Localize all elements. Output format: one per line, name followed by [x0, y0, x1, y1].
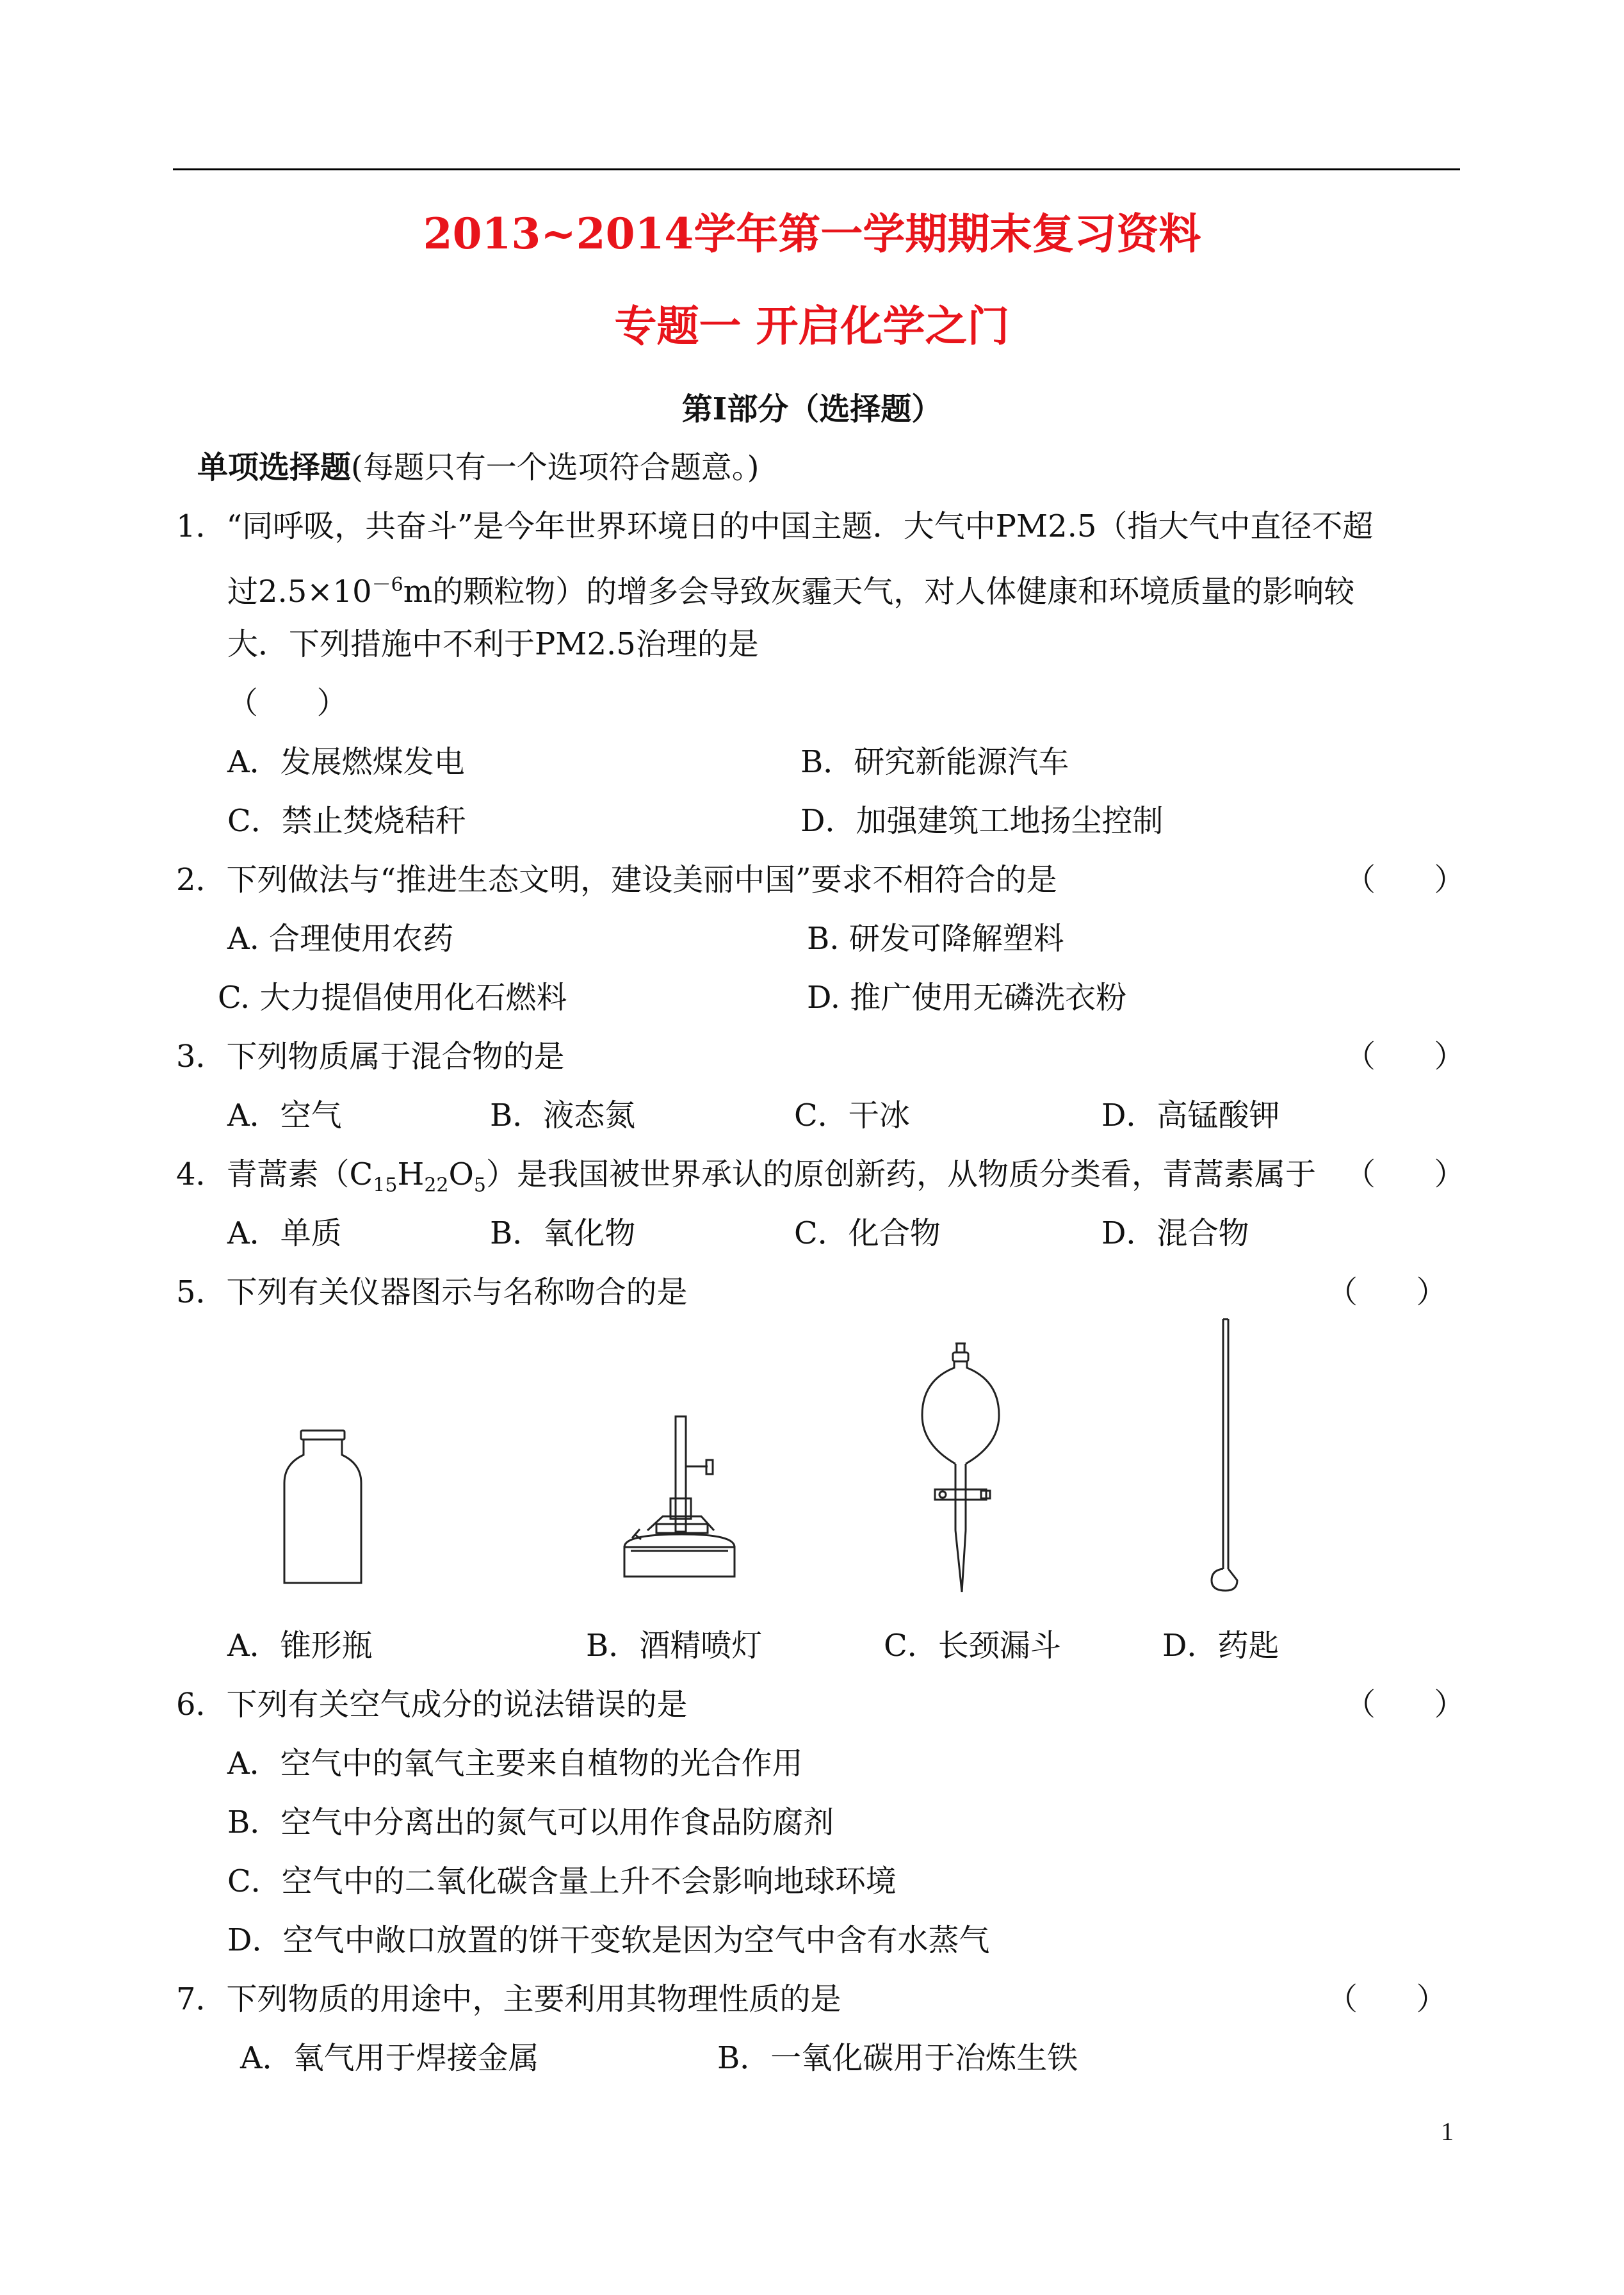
wide-mouth-bottle-figure — [275, 1422, 371, 1594]
q6-option-d: D．空气中敞口放置的饼干变软是因为空气中含有水蒸气 — [227, 1922, 990, 1958]
q1-option-c: C．禁止焚烧秸秆 — [227, 803, 466, 839]
q3-option-c: C．干冰 — [794, 1098, 910, 1133]
q3-option-b: B．液态氮 — [490, 1098, 636, 1133]
q1-stem-line2-a: 过2.5×10 — [227, 574, 372, 610]
document-title: 2013~2014学年第一学期期末复习资料 — [423, 209, 1201, 259]
q5-option-c: C．长颈漏斗 — [884, 1628, 1061, 1664]
q7-answer-blank: （ ） — [1327, 1981, 1447, 2017]
q5-option-a: A．锥形瓶 — [227, 1628, 373, 1664]
q4-answer-blank: （ ） — [1345, 1156, 1465, 1192]
q4-option-c: C．化合物 — [794, 1215, 941, 1251]
q5-option-b: B．酒精喷灯 — [586, 1628, 763, 1664]
q1-exponent: －6 — [371, 574, 403, 596]
q2-answer-blank: （ ） — [1345, 862, 1465, 898]
q2-option-d: D. 推广使用无磷洗衣粉 — [807, 980, 1127, 1016]
instruction-label: 单项选择题 — [197, 450, 352, 485]
separatory-funnel-figure — [909, 1338, 1012, 1601]
header-rule — [173, 168, 1460, 170]
q4-element-o: O — [448, 1156, 474, 1192]
q3-option-a: A．空气 — [227, 1098, 342, 1133]
q2-option-b: B. 研发可降解塑料 — [807, 921, 1064, 957]
q4-element-h: H — [397, 1156, 425, 1192]
q6-answer-blank: （ ） — [1345, 1687, 1465, 1723]
q1-option-a: A．发展燃煤发电 — [227, 744, 465, 780]
q4-subscript-o: 5 — [473, 1174, 486, 1197]
q7-option-a: A．氧气用于焊接金属 — [240, 2040, 539, 2076]
q4-stem-a: 4．青蒿素（C — [176, 1156, 373, 1192]
q1-stem-line1: 1．“同呼吸，共奋斗”是今年世界环境日的中国主题．大气中PM2.5（指大气中直径不超 — [176, 508, 1374, 544]
q5-stem: 5．下列有关仪器图示与名称吻合的是 — [176, 1274, 688, 1310]
q1-answer-blank: （ ） — [227, 685, 348, 721]
q3-option-d: D．高锰酸钾 — [1101, 1098, 1280, 1133]
q1-stem-line2 — [227, 566, 1354, 611]
q2-option-a: A. 合理使用农药 — [227, 921, 454, 957]
instruction — [197, 448, 759, 487]
q2-stem: 2．下列做法与“推进生态文明，建设美丽中国”要求不相符合的是 — [176, 862, 1057, 898]
section-heading: 第Ⅰ部分（选择题） — [681, 391, 943, 427]
q4-option-d: D．混合物 — [1101, 1215, 1249, 1251]
q6-stem: 6．下列有关空气成分的说法错误的是 — [176, 1687, 688, 1723]
q4-subscript-c: 15 — [373, 1174, 398, 1197]
q5-answer-blank: （ ） — [1327, 1274, 1447, 1310]
medicine-spoon-figure — [1204, 1313, 1255, 1601]
q4-stem-b: ）是我国被世界承认的原创新药，从物质分类看，青蒿素属于 — [485, 1156, 1316, 1192]
q3-answer-blank: （ ） — [1345, 1039, 1465, 1075]
q6-option-c: C．空气中的二氧化碳含量上升不会影响地球环境 — [227, 1863, 897, 1899]
q1-stem-line3: 大．下列措施中不利于PM2.5治理的是 — [227, 626, 759, 662]
q6-option-b: B．空气中分离出的氮气可以用作食品防腐剂 — [227, 1804, 834, 1840]
q5-option-d: D．药匙 — [1162, 1628, 1279, 1664]
q1-option-d: D．加强建筑工地扬尘控制 — [800, 803, 1164, 839]
q7-stem: 7．下列物质的用途中，主要利用其物理性质的是 — [176, 1981, 841, 2017]
q1-option-b: B．研究新能源汽车 — [800, 744, 1069, 780]
q2-option-c: C. 大力提倡使用化石燃料 — [218, 980, 567, 1016]
instruction-text: (每题只有一个选项符合题意。) — [351, 450, 759, 485]
alcohol-blowtorch-figure — [612, 1409, 740, 1594]
q3-stem: 3．下列物质属于混合物的是 — [176, 1039, 565, 1075]
q4-option-a: A．单质 — [227, 1215, 342, 1251]
q4-stem — [176, 1155, 1316, 1205]
q4-option-b: B．氧化物 — [490, 1215, 636, 1251]
q6-option-a: A．空气中的氧气主要来自植物的光合作用 — [227, 1746, 803, 1781]
q7-option-b: B．一氧化碳用于冶炼生铁 — [717, 2040, 1078, 2076]
page-number: 1 — [1441, 2117, 1454, 2146]
document-subtitle: 专题一 开启化学之门 — [614, 301, 1010, 351]
q1-stem-line2-b: m的颗粒物）的增多会导致灰霾天气，对人体健康和环境质量的影响较 — [403, 574, 1355, 610]
q4-subscript-h: 22 — [424, 1174, 449, 1197]
